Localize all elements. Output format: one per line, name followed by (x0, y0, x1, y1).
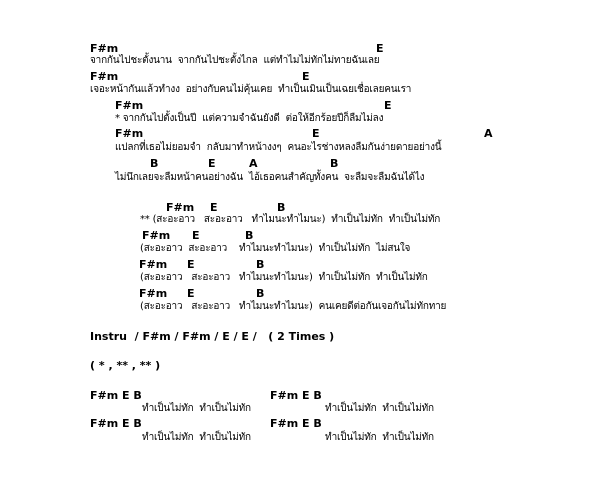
lyric-line: ไม่นึกเลยจะลืมหน้าคนอย่างฉัน ไอ้เธอคนสำคัญทั้งคน จะลืมจะลืมฉันได้ไง (115, 172, 425, 183)
chord: B (256, 287, 265, 300)
lyric-line: แปลกที่เธอไม่ยอมจำ กลับมาทำหน้างงๆ คนอะไรช่างหลงลืมกันง่ายดายอย่างนี้ (115, 142, 442, 153)
chord: F#m E B (90, 389, 142, 402)
chord: F#m E B (90, 417, 142, 430)
chord: F#m (139, 287, 168, 300)
chord: E (187, 287, 195, 300)
chord: F#m (115, 99, 144, 112)
repeat-marker: ( * , ** , ** ) (90, 359, 161, 372)
chord: E (384, 99, 392, 112)
lyric-line: ** (สะอะอาว สะอะอาว ทำไมนะทำไมนะ) ทำเป็นไม่ทัก ทำเป็นไม่ทัก (140, 214, 441, 225)
chord: F#m (90, 42, 119, 55)
chord: E (187, 258, 195, 271)
chord: E (210, 201, 218, 214)
chord: F#m (139, 258, 168, 271)
lyric-line: เจอะหน้ากันแล้วทำงง อย่างกับคนไม่คุ้นเคย ทำเป็นเมินเป็นเฉยเชื่อเลยคนเรา (90, 84, 412, 95)
chord: B (330, 157, 339, 170)
chord: B (256, 258, 265, 271)
chord: E (302, 70, 310, 83)
instrumental-line: Instru / F#m / F#m / E / E / ( 2 Times ) (90, 330, 335, 343)
lyric-line: (สะอะอาว สะอะอาว ทำไมนะทำไมนะ) ทำเป็นไม่ทัก ไม่สนใจ (140, 243, 411, 254)
chord: F#m E B (270, 417, 322, 430)
chord: F#m (142, 229, 171, 242)
chord: B (245, 229, 254, 242)
lyric-line: ทำเป็นไม่ทัก ทำเป็นไม่ทัก (325, 403, 434, 414)
chord: B (150, 157, 159, 170)
chord: E (312, 127, 320, 140)
lyric-line: ทำเป็นไม่ทัก ทำเป็นไม่ทัก (142, 432, 251, 443)
chord: F#m (115, 127, 144, 140)
chord: F#m (166, 201, 195, 214)
lyric-line: (สะอะอาว สะอะอาว ทำไมนะทำไมนะ) คนเคยดีต่อกันเจอกันไม่ทักทาย (140, 301, 447, 312)
chord: F#m E B (270, 389, 322, 402)
chord: B (277, 201, 286, 214)
chord: E (192, 229, 200, 242)
chord: E (208, 157, 216, 170)
chord: F#m (90, 70, 119, 83)
chord: A (249, 157, 258, 170)
chord: E (376, 42, 384, 55)
lyric-line: (สะอะอาว สะอะอาว ทำไมนะทำไมนะ) ทำเป็นไม่ทัก ทำเป็นไม่ทัก (140, 272, 428, 283)
lyric-line: จากกันไปชะตั้งนาน จากกันไปชะตั้งไกล แต่ทำไมไม่ทักไม่ทายฉันเลย (90, 55, 380, 66)
chord: A (484, 127, 493, 140)
lyric-line: ทำเป็นไม่ทัก ทำเป็นไม่ทัก (142, 403, 251, 414)
lyric-line: ทำเป็นไม่ทัก ทำเป็นไม่ทัก (325, 432, 434, 443)
lyric-line: * จากกันไปตั้งเป็นปี แต่ความจำฉันยังดี ต่อให้อีกร้อยปีก็ลืมไม่ลง (115, 113, 384, 124)
